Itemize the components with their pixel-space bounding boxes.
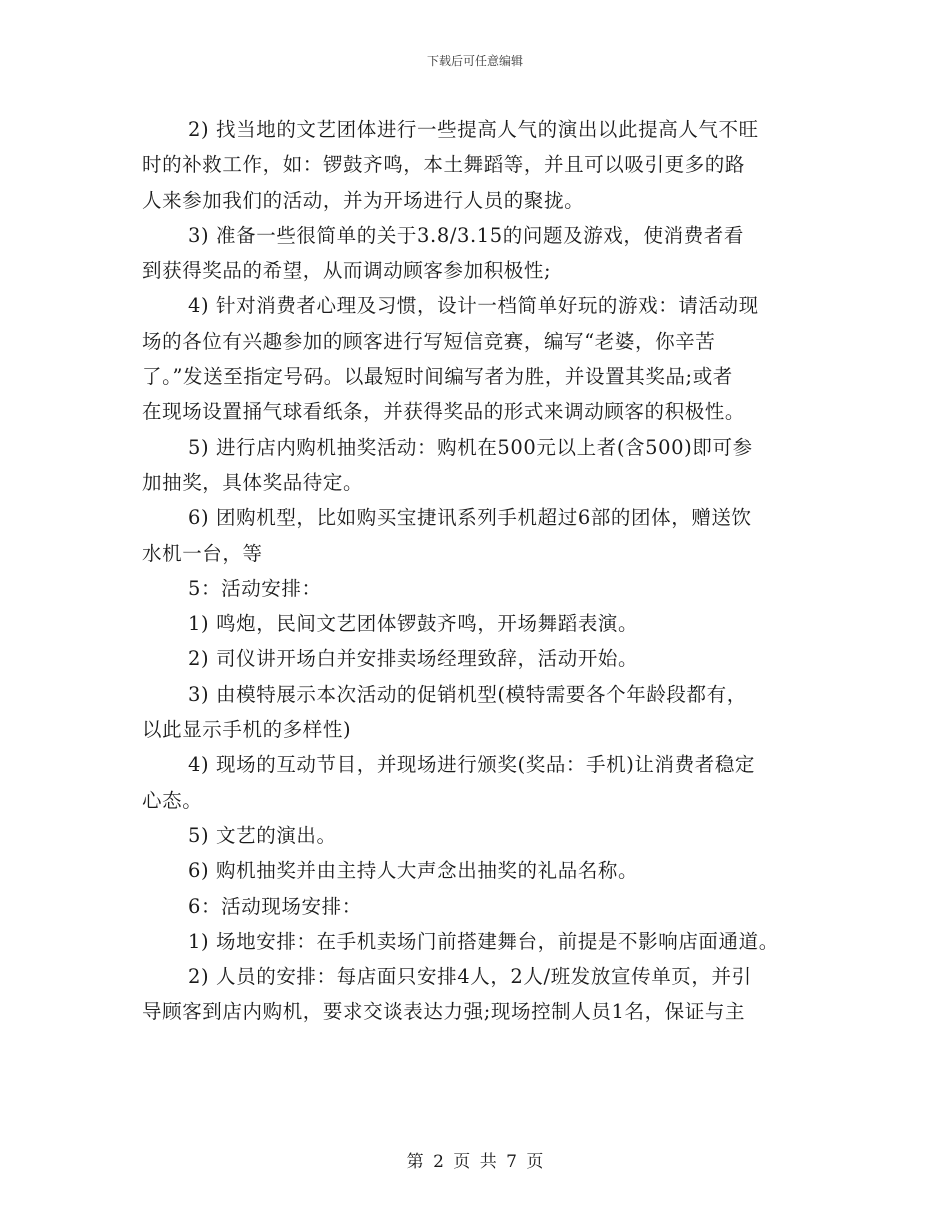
text-line: 5) 进行店内购机抽奖活动：购机在500元以上者(含500)即可参 <box>188 435 753 459</box>
text-line: 到获得奖品的希望，从而调动顾客参加积极性; <box>142 259 552 283</box>
text-line: 以此显示手机的多样性) <box>142 718 352 742</box>
text-line: 2) 人员的安排：每店面只安排4人，2人/班发放宣传单页，并引 <box>188 965 752 989</box>
text-line: 3) 由模特展示本次活动的促销机型(模特需要各个年龄段都有， <box>188 682 747 706</box>
text-line: 1) 场地安排：在手机卖场门前搭建舞台，前提是不影响店面通道。 <box>188 929 779 953</box>
text-line: 5) 文艺的演出。 <box>188 823 337 847</box>
text-line: 时的补救工作，如：锣鼓齐鸣，本土舞蹈等，并且可以吸引更多的路 <box>142 153 746 177</box>
text-line: 6) 团购机型，比如购买宝捷讯系列手机超过6部的团体，赠送饮 <box>188 506 752 530</box>
text-line: 4) 现场的互动节目，并现场进行颁奖(奖品：手机)让消费者稳定 <box>188 753 756 777</box>
text-line: 6：活动现场安排： <box>188 894 362 918</box>
text-line: 6) 购机抽奖并由主持人大声念出抽奖的礼品名称。 <box>188 859 639 883</box>
text-line: 场的各位有兴趣参加的顾客进行写短信竞赛，编写“老婆，你辛苦 <box>142 329 716 353</box>
text-line: 2) 找当地的文艺团体进行一些提高人气的演出以此提高人气不旺 <box>188 118 759 141</box>
page-number-footer: 第 2 页 共 7 页 <box>406 1152 544 1172</box>
text-line: 导顾客到店内购机，要求交谈表达力强;现场控制人员1名，保证与主 <box>142 1000 746 1024</box>
text-line: 5：活动安排： <box>188 576 322 600</box>
page-header: 下载后可任意编辑 <box>426 54 523 68</box>
text-line: 加抽奖，具体奖品待定。 <box>142 470 364 494</box>
text-line: 在现场设置捅气球看纸条，并获得奖品的形式来调动顾客的积极性。 <box>142 400 746 424</box>
text-line: 1) 鸣炮，民间文艺团体锣鼓齐鸣，开场舞蹈表演。 <box>188 612 639 636</box>
text-line: 心态。 <box>142 788 203 812</box>
text-line: 2) 司仪讲开场白并安排卖场经理致辞，活动开始。 <box>188 647 639 671</box>
text-line: 3) 准备一些很简单的关于3.8/3.15的问题及游戏，使消费者看 <box>188 223 745 247</box>
document-body <box>142 112 810 1030</box>
text-line: 了。”发送至指定号码。以最短时间编写者为胜，并设置其奖品;或者 <box>142 365 733 389</box>
text-line: 人来参加我们的活动，并为开场进行人员的聚拢。 <box>142 188 585 212</box>
text-line: 水机一台，等 <box>142 541 263 565</box>
text-line: 4) 针对消费者心理及习惯，设计一档简单好玩的游戏：请活动现 <box>188 294 759 318</box>
